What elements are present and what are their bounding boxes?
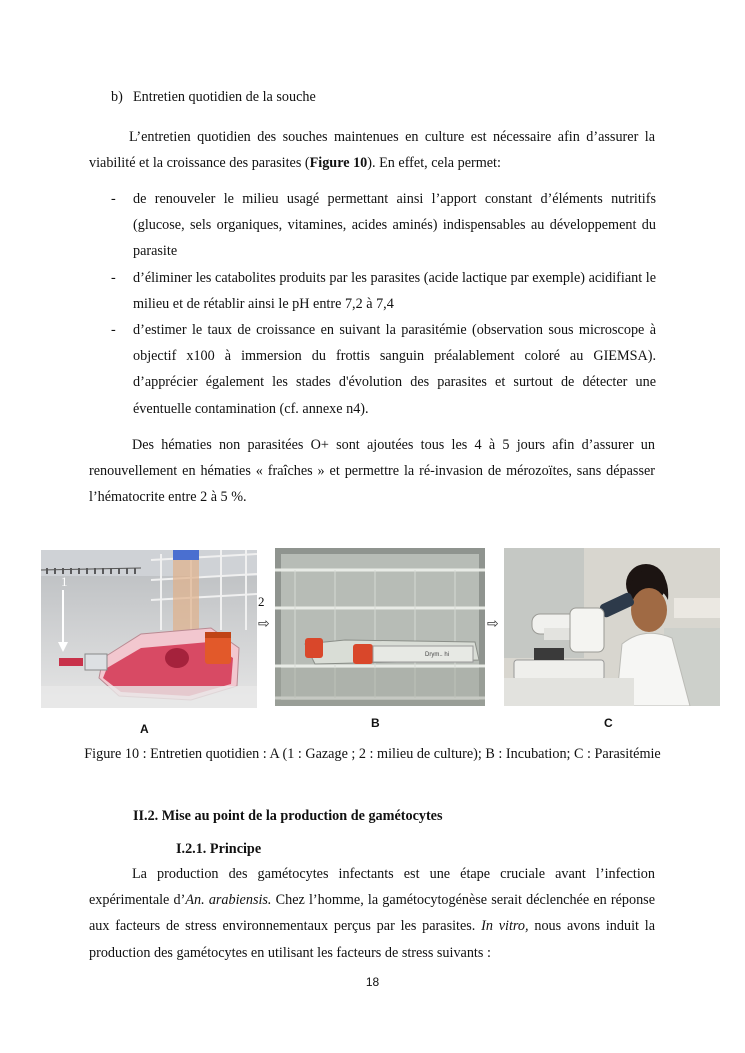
section-b-heading [111,89,316,106]
list-item-text: d’éliminer les catabolites produits par les parasites (acide lactique par exemple) acidifiant le milieu et de rétablir ainsi le pH entre 7,2 à 7,4 [133,269,656,312]
bullet-dash: - [111,322,116,339]
bullet-dash: - [111,191,116,207]
panel-label-a: A [140,722,149,736]
photo-a-illustration [41,550,257,708]
label-num-1: 1 [61,574,68,589]
page-number: 18 [365,975,380,989]
list-item [111,265,656,317]
panel-label-b: B [371,716,380,730]
intro-text-before: L’entretien quotidien des souches maintenues en culture est nécessaire afin d’assurer la viabilité et la croissance des parasites ( [89,129,655,172]
photo-c-illustration [504,548,720,706]
figure-10 [0,546,745,736]
principe-part-1: La production des gamétocytes infectants est une étape cruciale avant l’infection expérimentale d’ [89,866,655,909]
intro-text-after: ). En effet, cela permet: [367,155,501,172]
bullet-dash: - [111,269,116,286]
list-item-text: de renouveler le milieu usagé permettant ainsi l’apport constant d’éléments nutritifs (glucose, sels organiques, vitamines, acides aminés) indispensables au développement du parasite [133,191,656,260]
arrow-right-icon: ⇨ [487,616,499,632]
section-b-label: b) [111,89,123,105]
hematies-paragraph [89,432,655,511]
photo-b-illustration [275,548,485,706]
figure-reference: Figure 10 [309,155,368,172]
principe-part-3: nous avons induit la production des gamétocytes en utilisant les facteurs de stress suivants : [89,918,656,961]
in-vitro-term: In vitro, [481,918,529,935]
tube-label: Drym.. hi [425,652,449,658]
section-b-title: Entretien quotidien de la souche [133,89,316,105]
intro-paragraph [89,124,655,176]
photo-incubator [275,548,485,706]
principe-part-2: Chez l’homme, la gamétocytogénèse serait déclenchée en réponse aux facteurs de stress environnementaux perçus par les parasites. [89,892,655,935]
photo-gassing-culture-flask [41,550,257,708]
figure-caption: Figure 10 : Entretien quotidien : A (1 : Gazage ; 2 : milieu de culture); B : Incubation; C : Parasitémie [84,746,661,762]
list-item [111,317,656,422]
photo-microscope-observation [504,548,720,706]
label-num-2: 2 [258,594,265,609]
list-item-text: d’estimer le taux de croissance en suivant la parasitémie (observation sous microscope à objectif x100 à immersion du frottis sanguin préalablement coloré au GIEMSA). d’apprécier également les stades d'évolution des parasites et surtout de détecter une éventuelle contamination (cf. annexe n4). [133,322,656,417]
section-ii2-title: II.2. Mise au point de la production de gamétocytes [133,808,443,824]
principe-paragraph [89,861,655,966]
hematies-text: Des hématies non parasitées O+ sont ajoutées tous les 4 à 5 jours afin d’assurer un renouvellement en hématies « fraîches » et permettre la ré-invasion de mérozoïtes, sans dépasser l’hématocrite entre 2 à 5 %. [89,437,655,506]
species-name: An. arabiensis. [185,892,272,909]
arrow-right-icon: ⇨ [258,616,270,632]
section-i21-title: I.2.1. Principe [176,841,262,857]
list-item [111,186,656,265]
maintenance-list [111,186,656,422]
panel-label-c: C [604,716,613,730]
